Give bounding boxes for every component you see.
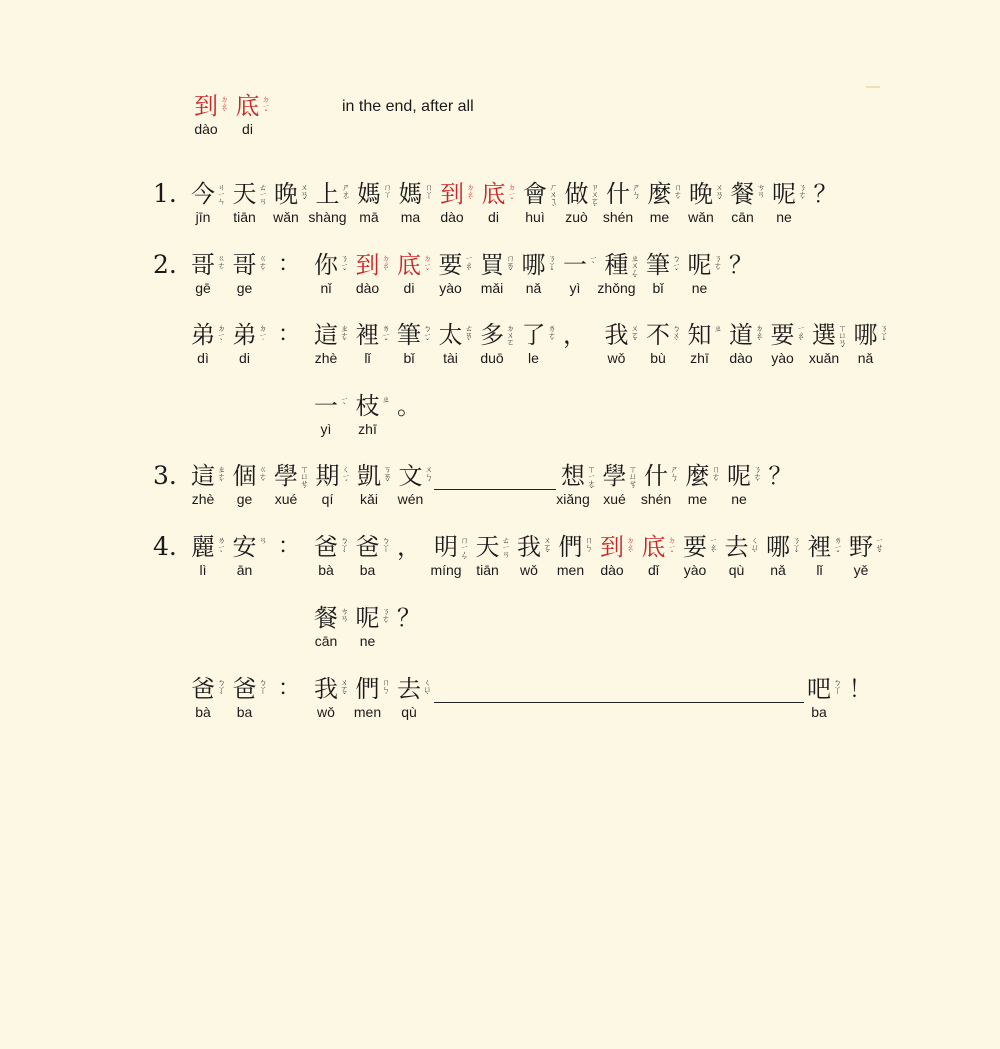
hanzi-char: 凱 bbox=[357, 462, 381, 490]
pinyin: ne bbox=[359, 633, 376, 649]
pinyin: shàng bbox=[308, 209, 347, 225]
bopomofo: ㄅ ㄚ ˙ bbox=[382, 536, 390, 559]
bopomofo: ㄉ ㄠ ˋ bbox=[382, 254, 390, 277]
pinyin: shén bbox=[640, 491, 672, 507]
bopomofo: ㄅ ㄨ ˋ bbox=[672, 324, 681, 347]
hanzi-char: 上 bbox=[315, 180, 340, 208]
pinyin: nǐ bbox=[320, 280, 332, 296]
bopomofo: ㄍ ㄜ bbox=[217, 254, 226, 270]
pinyin: ān bbox=[236, 562, 253, 578]
hanzi-char: 底 bbox=[641, 533, 666, 561]
punctuation bbox=[396, 604, 440, 652]
hanzi-char: 呢 bbox=[727, 462, 751, 490]
hanzi-char: 選 bbox=[812, 321, 836, 349]
bopomofo: ㄧ ㄠ ˋ bbox=[797, 324, 805, 347]
hanzi-token bbox=[235, 92, 279, 140]
hanzi-char: 筆 bbox=[397, 321, 421, 349]
hanzi-char: 媽 bbox=[398, 180, 423, 208]
hanzi-char: 到 bbox=[194, 92, 218, 120]
hanzi-char: 不 bbox=[646, 321, 670, 349]
hanzi-char: 麼 bbox=[647, 180, 672, 208]
hanzi-char: 呢 bbox=[772, 180, 796, 208]
pinyin: xiǎng bbox=[556, 491, 590, 507]
hanzi-char: 要 bbox=[683, 533, 707, 561]
pinyin: jīn bbox=[195, 209, 211, 225]
hanzi-char: 想 bbox=[561, 462, 585, 490]
bopomofo: ㄊ ㄞ ˋ bbox=[465, 324, 473, 347]
pinyin: dào bbox=[194, 121, 218, 137]
pinyin: di bbox=[239, 350, 250, 366]
hanzi-char: 底 bbox=[481, 180, 506, 208]
hanzi-char: ？ bbox=[397, 604, 421, 632]
bopomofo: ㄉ ㄠ ˋ bbox=[220, 95, 229, 118]
pinyin: qù bbox=[401, 704, 417, 720]
hanzi-char: 這 bbox=[314, 321, 338, 349]
pinyin: tiān bbox=[476, 562, 499, 578]
bopomofo: ㄍ ㄜ ˙ bbox=[259, 465, 267, 488]
hanzi-char: 學 bbox=[274, 462, 298, 490]
pinyin: yì bbox=[320, 421, 332, 437]
hanzi-char: 裡 bbox=[355, 321, 380, 349]
pinyin: mā bbox=[359, 209, 379, 225]
pinyin: wǒ bbox=[317, 704, 335, 720]
colon: ： bbox=[278, 676, 301, 701]
bopomofo: ㄓ bbox=[714, 324, 722, 333]
bopomofo: ㄊ ㄧ ㄢ bbox=[502, 536, 510, 559]
pinyin: wǒ bbox=[607, 350, 626, 366]
hanzi-token bbox=[355, 392, 399, 440]
bopomofo: ㄕ ㄣ ˊ bbox=[670, 465, 679, 488]
hanzi-char: ？ bbox=[729, 251, 753, 279]
hanzi-char: 做 bbox=[564, 180, 589, 208]
pinyin: ne bbox=[776, 209, 792, 225]
bopomofo: ㄉ ㄧ ˙ bbox=[259, 324, 267, 347]
bopomofo: ㄇ ㄣ ˙ bbox=[585, 536, 593, 559]
hanzi-char: 餐 bbox=[730, 180, 755, 208]
hanzi-char: 明 bbox=[434, 533, 458, 561]
hanzi-char: 買 bbox=[480, 251, 504, 279]
bopomofo: ㄇ ㄞ ˇ bbox=[506, 254, 515, 277]
punctuation bbox=[728, 251, 772, 299]
bopomofo: ㄋ ㄜ ˙ bbox=[753, 465, 762, 488]
bopomofo: ㄋ ㄚ ˇ bbox=[548, 254, 556, 277]
hanzi-char: 去 bbox=[397, 675, 421, 703]
pinyin: ge bbox=[236, 491, 253, 507]
bopomofo: ㄓ ㄜ ˋ bbox=[217, 465, 226, 488]
pinyin: lǐ bbox=[364, 350, 371, 366]
punctuation bbox=[848, 675, 892, 723]
hanzi-char: 天 bbox=[475, 533, 500, 561]
fill-in-blank[interactable] bbox=[434, 489, 556, 490]
hanzi-char: 安 bbox=[232, 533, 257, 561]
hanzi-char: 會 bbox=[523, 180, 547, 208]
bopomofo: ㄧ ㄝ ˇ bbox=[875, 536, 884, 559]
bopomofo: ㄉ ㄠ ˋ bbox=[755, 324, 764, 347]
bopomofo: ㄕ ㄣ ˊ bbox=[632, 183, 641, 206]
bopomofo: ㄋ ㄜ ˙ bbox=[798, 183, 807, 206]
pinyin: le bbox=[528, 350, 539, 366]
pinyin: dào bbox=[355, 280, 380, 296]
pinyin: bǐ bbox=[652, 280, 664, 296]
bopomofo: ㄧ ㄠ ˋ bbox=[709, 536, 718, 559]
hanzi-char: 呢 bbox=[355, 604, 380, 632]
bopomofo: ㄌ ㄧ ˇ bbox=[382, 324, 390, 347]
hanzi-char: 什 bbox=[644, 462, 668, 490]
hanzi-char: 要 bbox=[438, 251, 463, 279]
bopomofo: ㄗ ㄨ ㄛ ˋ bbox=[591, 183, 599, 213]
pinyin: mǎi bbox=[480, 280, 504, 296]
pinyin: ba bbox=[359, 562, 376, 578]
pinyin: zhī bbox=[358, 421, 377, 437]
pinyin: dào bbox=[729, 350, 753, 366]
bopomofo: ㄌ ㄧ ˋ bbox=[217, 536, 226, 559]
pinyin: tài bbox=[443, 350, 458, 366]
hanzi-char: 一 bbox=[314, 392, 338, 420]
bopomofo: ㄌ ㄧ ˇ bbox=[834, 536, 842, 559]
pinyin: nǎ bbox=[857, 350, 874, 366]
hanzi-token bbox=[848, 533, 892, 581]
pinyin: yào bbox=[771, 350, 794, 366]
hanzi-char: 到 bbox=[440, 180, 464, 208]
pinyin: zhè bbox=[191, 491, 215, 507]
hanzi-char: 你 bbox=[314, 251, 338, 279]
hanzi-char: 到 bbox=[600, 533, 624, 561]
hanzi-token bbox=[396, 675, 440, 723]
pinyin: míng bbox=[430, 562, 462, 578]
hanzi-token bbox=[726, 462, 770, 510]
bopomofo: ㄒ ㄩ ㄝ ˊ bbox=[629, 465, 637, 495]
bopomofo: ㄊ ㄧ ㄢ bbox=[259, 183, 267, 206]
bopomofo: ㄅ ㄧ ˇ bbox=[672, 254, 681, 277]
hanzi-char: 麗 bbox=[191, 533, 215, 561]
bopomofo: ㄑ ㄩ ˋ bbox=[423, 678, 432, 701]
colon: ： bbox=[278, 252, 301, 277]
bopomofo: ㄒ ㄩ ㄢ ˇ bbox=[838, 324, 847, 354]
pinyin: ba bbox=[236, 704, 253, 720]
bopomofo: ㄋ ㄜ ˙ bbox=[714, 254, 722, 277]
hanzi-char: 裡 bbox=[807, 533, 832, 561]
hanzi-char: 野 bbox=[849, 533, 873, 561]
pinyin: wǒ bbox=[520, 562, 538, 578]
pinyin: cān bbox=[314, 633, 338, 649]
hanzi-char: 媽 bbox=[357, 180, 381, 208]
hanzi-char: ， bbox=[397, 533, 421, 561]
pinyin: bà bbox=[195, 704, 211, 720]
bopomofo: ㄋ ㄚ ˇ bbox=[792, 536, 801, 559]
pinyin: bǐ bbox=[403, 350, 415, 366]
hanzi-token bbox=[232, 321, 276, 369]
bopomofo: ㄅ ㄧ ˇ bbox=[423, 324, 432, 347]
hanzi-token bbox=[355, 604, 399, 652]
pinyin: me bbox=[649, 209, 670, 225]
hanzi-char: 到 bbox=[355, 251, 380, 279]
pinyin: qí bbox=[321, 491, 334, 507]
pinyin: bù bbox=[650, 350, 666, 366]
hanzi-token bbox=[771, 180, 815, 228]
exercise-number: 4. bbox=[153, 532, 177, 561]
pinyin: wǎn bbox=[688, 209, 714, 225]
pinyin: ne bbox=[731, 491, 747, 507]
bopomofo: ㄉ ㄧ ˇ bbox=[262, 95, 270, 118]
pinyin: dào bbox=[440, 209, 464, 225]
bopomofo: ㄧ ˋ bbox=[340, 395, 349, 411]
bopomofo: ㄨ ㄛ ˇ bbox=[340, 678, 349, 701]
bopomofo: ㄇ ㄜ ˙ bbox=[674, 183, 682, 206]
bopomofo: ㄋ ㄚ ˇ bbox=[880, 324, 888, 347]
pinyin: zhǒng bbox=[597, 280, 636, 296]
bopomofo: ㄉ ㄠ ˋ bbox=[466, 183, 475, 206]
bopomofo: ㄉ ㄧ ˇ bbox=[668, 536, 676, 559]
exercise-number: 2. bbox=[153, 250, 177, 279]
hanzi-token bbox=[355, 533, 399, 581]
pinyin: wǎn bbox=[273, 209, 299, 225]
pinyin: xué bbox=[603, 491, 626, 507]
hanzi-char: 晚 bbox=[689, 180, 713, 208]
hanzi-char: 底 bbox=[397, 251, 421, 279]
hanzi-char: ？ bbox=[813, 180, 838, 208]
pinyin: di bbox=[488, 209, 499, 225]
punctuation bbox=[813, 180, 857, 228]
pinyin: dào bbox=[600, 562, 624, 578]
bopomofo: ㄉ ㄧ ˋ bbox=[217, 324, 226, 347]
bopomofo: ㄉ ㄧ ˇ bbox=[508, 183, 516, 206]
hanzi-char: ？ bbox=[768, 462, 793, 490]
hanzi-token bbox=[232, 675, 276, 723]
hanzi-char: 多 bbox=[480, 321, 504, 349]
hanzi-char: 爸 bbox=[191, 675, 215, 703]
bopomofo: ㄓ bbox=[382, 395, 390, 404]
bopomofo: ㄅ ㄚ ˋ bbox=[340, 536, 349, 559]
hanzi-token bbox=[521, 321, 565, 369]
bopomofo: ㄨ ㄛ ˇ bbox=[543, 536, 552, 559]
bopomofo: ㄓ ㄨ ㄥ ˇ bbox=[631, 254, 639, 284]
hanzi-char: 哪 bbox=[521, 251, 546, 279]
pinyin: ma bbox=[400, 209, 421, 225]
pinyin: dì bbox=[197, 350, 209, 366]
hanzi-char: 期 bbox=[315, 462, 340, 490]
pinyin: ne bbox=[691, 280, 708, 296]
colon: ： bbox=[278, 534, 301, 559]
pinyin: nǎ bbox=[525, 280, 542, 296]
hanzi-char: 們 bbox=[355, 675, 380, 703]
pinyin: me bbox=[687, 491, 708, 507]
hanzi-char: 爸 bbox=[232, 675, 257, 703]
hanzi-char: 太 bbox=[438, 321, 463, 349]
hanzi-char: 學 bbox=[602, 462, 627, 490]
hanzi-char: 餐 bbox=[314, 604, 338, 632]
pinyin: yě bbox=[853, 562, 869, 578]
hanzi-char: 晚 bbox=[274, 180, 298, 208]
hanzi-char: 麼 bbox=[685, 462, 710, 490]
bopomofo: ㄐ ㄧ ㄣ bbox=[217, 183, 226, 206]
hanzi-char: ， bbox=[563, 321, 587, 349]
hanzi-char: 個 bbox=[232, 462, 257, 490]
colon: ： bbox=[278, 322, 301, 347]
pinyin: yào bbox=[439, 280, 462, 296]
bopomofo: ㄇ ㄜ ˙ bbox=[712, 465, 720, 488]
pinyin: shén bbox=[602, 209, 634, 225]
bopomofo: ㄧ ˋ bbox=[589, 254, 598, 270]
hanzi-char: 底 bbox=[235, 92, 260, 120]
pinyin: yào bbox=[683, 562, 707, 578]
pinyin: dǐ bbox=[648, 562, 659, 578]
hanzi-char: 我 bbox=[314, 675, 338, 703]
bopomofo: ㄨ ㄛ ˇ bbox=[631, 324, 639, 347]
pinyin: zuò bbox=[565, 209, 588, 225]
hanzi-char: 天 bbox=[232, 180, 257, 208]
hanzi-char: 爸 bbox=[314, 533, 338, 561]
pinyin: ge bbox=[236, 280, 253, 296]
hanzi-char: 哥 bbox=[232, 251, 257, 279]
hanzi-token bbox=[806, 675, 850, 723]
hanzi-char: 一 bbox=[563, 251, 587, 279]
pinyin: yì bbox=[569, 280, 581, 296]
hanzi-token bbox=[853, 321, 897, 369]
hanzi-char: 什 bbox=[606, 180, 630, 208]
exercise-number: 1. bbox=[153, 179, 177, 208]
bopomofo: ㄍ ㄜ ˙ bbox=[259, 254, 267, 277]
pinyin: lǐ bbox=[816, 562, 823, 578]
hanzi-token bbox=[687, 251, 731, 299]
bopomofo: ㄢ bbox=[259, 536, 267, 545]
hanzi-char: 哪 bbox=[853, 321, 878, 349]
hanzi-char: 我 bbox=[604, 321, 629, 349]
pinyin: ba bbox=[811, 704, 827, 720]
hanzi-token bbox=[232, 533, 276, 581]
pinyin: zhī bbox=[690, 350, 709, 366]
bopomofo: ㄘ ㄢ bbox=[340, 607, 349, 623]
pinyin: zhè bbox=[314, 350, 338, 366]
hanzi-char: 種 bbox=[604, 251, 629, 279]
bopomofo: ㄕ ㄤ ˋ bbox=[342, 183, 350, 206]
hanzi-char: 爸 bbox=[355, 533, 380, 561]
bopomofo: ㄑ ㄩ ˋ bbox=[751, 536, 759, 559]
bopomofo: ㄨ ㄣ ˊ bbox=[425, 465, 433, 488]
bopomofo: ㄏ ㄨ ㄟ ˋ bbox=[549, 183, 558, 213]
pinyin: xuǎn bbox=[808, 350, 840, 366]
bopomofo: ㄌ ㄜ ˙ bbox=[548, 324, 556, 347]
bopomofo: ㄧ ㄠ ˋ bbox=[465, 254, 473, 277]
bopomofo: ㄘ ㄢ bbox=[757, 183, 765, 199]
bopomofo: ㄒ ㄩ ㄝ ˊ bbox=[300, 465, 309, 495]
bopomofo: ㄨ ㄢ ˇ bbox=[300, 183, 309, 206]
pinyin: di bbox=[403, 280, 415, 296]
hanzi-char: ！ bbox=[848, 675, 873, 703]
pinyin: xué bbox=[274, 491, 298, 507]
hanzi-char: 。 bbox=[397, 392, 421, 420]
pinyin: duō bbox=[480, 350, 504, 366]
hanzi-char: 呢 bbox=[687, 251, 712, 279]
bopomofo: ㄨ ㄢ ˇ bbox=[715, 183, 724, 206]
bopomofo: ㄉ ㄠ ˋ bbox=[626, 536, 635, 559]
bopomofo: ㄋ ㄧ ˇ bbox=[340, 254, 349, 277]
hanzi-char: 弟 bbox=[191, 321, 215, 349]
pinyin: gē bbox=[195, 280, 211, 296]
punctuation bbox=[396, 392, 440, 440]
exercise-number: 3. bbox=[153, 461, 177, 490]
pinyin: men bbox=[353, 704, 382, 720]
hanzi-char: 我 bbox=[517, 533, 541, 561]
hanzi-char: 了 bbox=[521, 321, 546, 349]
punctuation bbox=[768, 462, 812, 510]
bopomofo: ㄇ ㄚ ˙ bbox=[425, 183, 433, 206]
hanzi-char: 弟 bbox=[232, 321, 257, 349]
hanzi-char: 哪 bbox=[766, 533, 790, 561]
pinyin: huì bbox=[525, 209, 545, 225]
bopomofo: ㄇ ㄧ ㄥ ˊ bbox=[460, 536, 469, 566]
pinyin: di bbox=[242, 121, 253, 137]
hanzi-char: 這 bbox=[191, 462, 215, 490]
bopomofo: ㄇ ㄚ bbox=[383, 183, 392, 199]
pinyin: cān bbox=[731, 209, 754, 225]
decorative-dash bbox=[866, 86, 880, 88]
hanzi-char: 去 bbox=[724, 533, 749, 561]
bopomofo: ㄅ ㄚ ˙ bbox=[259, 678, 267, 701]
bopomofo: ㄅ ㄚ ˙ bbox=[833, 678, 842, 701]
hanzi-char: 知 bbox=[687, 321, 712, 349]
pinyin: nǎ bbox=[770, 562, 786, 578]
bopomofo: ㄇ ㄣ ˙ bbox=[382, 678, 390, 701]
pinyin: kǎi bbox=[360, 491, 378, 507]
bopomofo: ㄒ ㄧ ㄤ ˇ bbox=[587, 465, 596, 495]
vocab-meaning: in the end, after all bbox=[342, 98, 474, 115]
hanzi-char: 吧 bbox=[807, 675, 831, 703]
bopomofo: ㄅ ㄚ ˋ bbox=[217, 678, 226, 701]
pinyin: lì bbox=[199, 562, 207, 578]
hanzi-char: 枝 bbox=[355, 392, 380, 420]
bopomofo: ㄓ ㄜ ˋ bbox=[340, 324, 349, 347]
pinyin: wén bbox=[397, 491, 424, 507]
hanzi-token bbox=[232, 251, 276, 299]
fill-in-blank[interactable] bbox=[434, 702, 804, 703]
hanzi-char: 哥 bbox=[191, 251, 215, 279]
hanzi-char: 要 bbox=[770, 321, 795, 349]
pinyin: men bbox=[556, 562, 585, 578]
pinyin: bà bbox=[318, 562, 334, 578]
hanzi-token bbox=[398, 462, 442, 510]
hanzi-char: 今 bbox=[191, 180, 215, 208]
bopomofo: ㄉ ㄨ ㄛ bbox=[506, 324, 515, 347]
hanzi-char: 們 bbox=[558, 533, 583, 561]
pinyin: qù bbox=[728, 562, 745, 578]
bopomofo: ㄉ ㄧ ˇ bbox=[423, 254, 432, 277]
bopomofo: ㄋ ㄜ ˙ bbox=[382, 607, 390, 630]
pinyin: tiān bbox=[233, 209, 256, 225]
bopomofo: ㄎ ㄞ ˇ bbox=[383, 465, 392, 488]
bopomofo: ㄑ ㄧ ˊ bbox=[342, 465, 350, 488]
hanzi-char: 筆 bbox=[646, 251, 670, 279]
hanzi-char: 道 bbox=[729, 321, 753, 349]
hanzi-char: 文 bbox=[398, 462, 423, 490]
